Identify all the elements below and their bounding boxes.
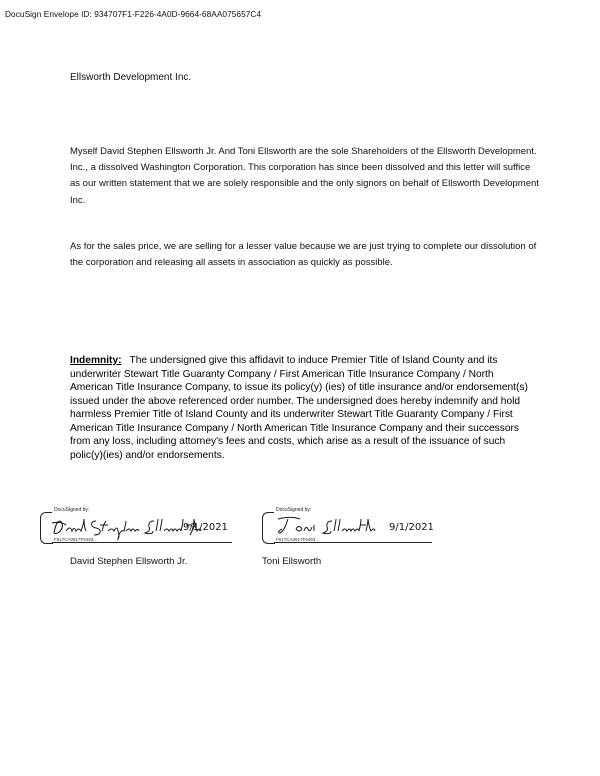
docusigned-by-label: DocuSigned by: xyxy=(276,507,312,513)
company-heading: Ellsworth Development Inc. xyxy=(70,72,192,83)
signature-line xyxy=(274,542,432,543)
signature-date-david: 9/1/2021 xyxy=(183,522,228,533)
signature-date-toni: 9/1/2021 xyxy=(389,522,434,533)
printed-name-toni: Toni Ellsworth xyxy=(262,556,322,567)
indemnity-text: The undersigned give this affidavit to induce Premier Title of Island County and its underwriter Stewart Title Guaranty Company / First American Title Insurance Company / North American Title Insurance Company, to issue its policy(y) (ies) of title insurance and/or endorsement(s) issued under the above referenced order number. The undersigned does hereby indemnify and hold harmless Premier Title of Island County and its underwriter Stewart Title Guaranty Company / First American Title Insurance Company / North American Title Insurance Company and their successors from any loss, including attorney's fees and costs, which arise as a result of the issuance of such polic(y)(ies) and/or endorsements. xyxy=(70,355,528,461)
printed-name-david: David Stephen Ellsworth Jr. xyxy=(70,556,188,567)
docusigned-by-label: DocuSigned by: xyxy=(54,507,90,513)
indemnity-paragraph xyxy=(70,354,536,462)
docusign-id-fragment: F617CA0917F6493... xyxy=(276,537,320,542)
signature-line xyxy=(52,542,232,543)
docusign-id-fragment: F617CA0917F6493... xyxy=(54,537,98,542)
sales-price-paragraph: As for the sales price, we are selling for a lesser value because we are just trying to complete our dissolution of the corporation and releasing all assets in association as quickly as possible. xyxy=(70,241,537,269)
indemnity-label: Indemnity: xyxy=(70,355,122,366)
shareholder-statement-paragraph: Myself David Stephen Ellsworth Jr. And Toni Ellsworth are the sole Shareholders of the Ellsworth Development. Inc., a dissolved Washington Corporation. This corporation has since been dissolved and this letter will suffice as our written statement that we are solely responsible and the only signors on behalf of Ellsworth Development Inc. xyxy=(70,146,539,206)
docusign-envelope-id: DocuSign Envelope ID: 934707F1-F226-4A0D-9664-68AA075657C4 xyxy=(5,9,262,19)
